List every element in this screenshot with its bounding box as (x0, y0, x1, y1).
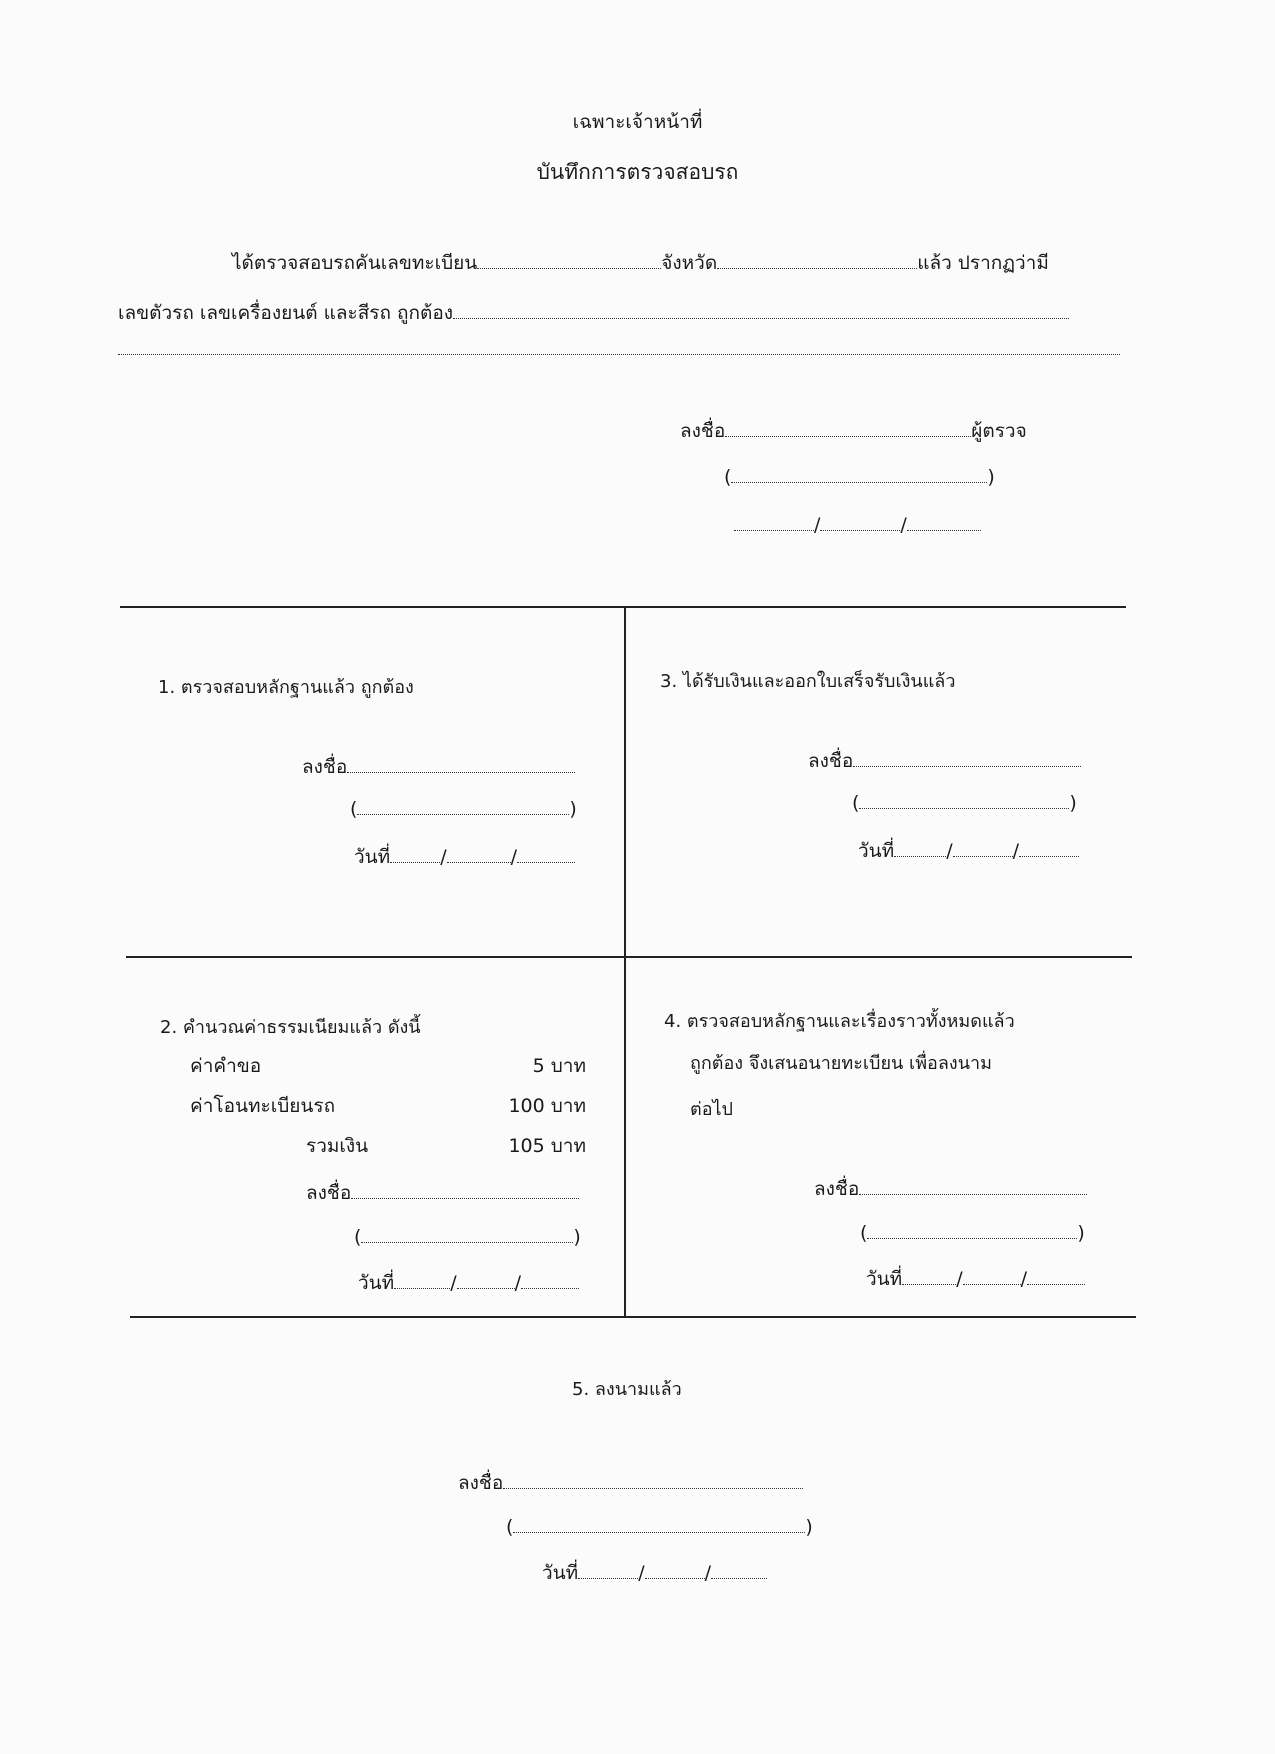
inspector-name-row: ( ) (724, 466, 995, 488)
box1-name-row: ( ) (350, 798, 577, 820)
section5-month-field[interactable] (645, 1560, 705, 1579)
box3-day-field[interactable] (894, 838, 946, 857)
section5-year-field[interactable] (711, 1560, 767, 1579)
box4-day-field[interactable] (902, 1266, 956, 1285)
official-only-label: เฉพาะเจ้าหน้าที่ (572, 111, 703, 133)
fee-amount: 5 บาท (532, 1055, 586, 1077)
plate-number-label: ได้ตรวจสอบรถคันเลขทะเบียน (232, 252, 478, 274)
vehicle-details-field[interactable] (453, 300, 1069, 319)
grid-bottom-rule (130, 1316, 1136, 1318)
form-title: บันทึกการตรวจสอบรถ (536, 160, 739, 184)
box1-month-field[interactable] (447, 844, 511, 863)
box3-date-row: วันที่ / / (858, 838, 1079, 863)
section5-date-row: วันที่ / / (542, 1560, 767, 1585)
box3-year-field[interactable] (1019, 838, 1079, 857)
box2-title: 2. คำนวณค่าธรรมเนียมแล้ว ดังนี้ (160, 1017, 421, 1038)
box1-title: 1. ตรวจสอบหลักฐานแล้ว ถูกต้อง (158, 677, 414, 698)
box1-date-row: วันที่ / / (354, 844, 575, 869)
sign-label: ลงชื่อ (808, 750, 854, 772)
box2-month-field[interactable] (457, 1270, 515, 1289)
fee-row (190, 1094, 586, 1118)
fee-total-label: รวมเงิน (306, 1135, 369, 1157)
inspector-day-field[interactable] (734, 512, 814, 531)
box4-date-row: วันที่ / / (866, 1266, 1085, 1291)
fee-label: ค่าคำขอ (190, 1055, 262, 1077)
box1-day-field[interactable] (390, 844, 440, 863)
box4-title-line-3: ต่อไป (690, 1099, 733, 1120)
box1-year-field[interactable] (517, 844, 575, 863)
box1-name-field[interactable] (357, 796, 569, 815)
inspector-name-field[interactable] (731, 464, 987, 483)
inspector-label: ผู้ตรวจ (971, 420, 1027, 442)
fee-total-amount: 105 บาท (508, 1135, 586, 1157)
section5-name-row: ( ) (506, 1516, 813, 1538)
inspector-signature-row (680, 418, 1027, 443)
box3-signature-row (808, 748, 1081, 773)
fee-row (190, 1054, 586, 1078)
appears-label: แล้ว ปรากฏว่ามี (917, 252, 1049, 274)
fee-amount: 100 บาท (508, 1095, 586, 1117)
inspector-year-field[interactable] (907, 512, 981, 531)
box4-title-line-1: 4. ตรวจสอบหลักฐานและเรื่องราวทั้งหมดแล้ว (664, 1011, 1015, 1032)
inspection-extra-line[interactable] (118, 354, 1120, 355)
section5-signature-row (458, 1470, 803, 1495)
box4-year-field[interactable] (1027, 1266, 1085, 1285)
sign-label: ลงชื่อ (306, 1182, 352, 1204)
sign-label: ลงชื่อ (680, 420, 726, 442)
inspector-date-row: / / (734, 512, 981, 537)
province-label: จังหวัด (661, 252, 718, 274)
sign-label: ลงชื่อ (814, 1178, 860, 1200)
plate-number-field[interactable] (477, 250, 661, 269)
province-field[interactable] (717, 250, 917, 269)
box3-month-field[interactable] (953, 838, 1013, 857)
date-label: วันที่ (354, 846, 391, 868)
box3-signature-field[interactable] (853, 748, 1081, 767)
sign-label: ลงชื่อ (458, 1472, 504, 1494)
box3-name-row: ( ) (852, 792, 1077, 814)
box4-month-field[interactable] (963, 1266, 1021, 1285)
vehicle-details-label: เลขตัวรถ เลขเครื่องยนต์ และสีรถ ถูกต้อง (118, 302, 454, 324)
section5-day-field[interactable] (578, 1560, 638, 1579)
inspection-line-2 (118, 300, 1069, 325)
box2-day-field[interactable] (394, 1270, 450, 1289)
box3-name-field[interactable] (859, 790, 1069, 809)
fee-label: ค่าโอนทะเบียนรถ (190, 1095, 336, 1117)
box2-date-row: วันที่ / / (358, 1270, 579, 1295)
date-label: วันที่ (542, 1562, 579, 1584)
box4-name-field[interactable] (867, 1220, 1077, 1239)
inspector-signature-field[interactable] (725, 418, 971, 437)
date-label: วันที่ (866, 1268, 903, 1290)
section5-signature-field[interactable] (503, 1470, 803, 1489)
box1-signature-row (302, 754, 575, 779)
box3-title: 3. ได้รับเงินและออกใบเสร็จรับเงินแล้ว (660, 671, 956, 692)
box4-signature-field[interactable] (859, 1176, 1087, 1195)
sign-label: ลงชื่อ (302, 756, 348, 778)
date-label: วันที่ (858, 840, 895, 862)
box4-name-row: ( ) (860, 1222, 1085, 1244)
grid-middle-rule (126, 956, 1132, 958)
grid-vertical-divider (624, 606, 626, 1318)
section5-name-field[interactable] (513, 1514, 805, 1533)
inspector-month-field[interactable] (820, 512, 900, 531)
date-label: วันที่ (358, 1272, 395, 1294)
section5-title: 5. ลงนามแล้ว (572, 1379, 682, 1400)
grid-top-rule (120, 606, 1126, 608)
box4-signature-row (814, 1176, 1087, 1201)
box2-year-field[interactable] (521, 1270, 579, 1289)
box2-name-field[interactable] (361, 1224, 573, 1243)
box2-name-row: ( ) (354, 1226, 581, 1248)
box1-signature-field[interactable] (347, 754, 575, 773)
inspection-line-1 (232, 250, 1049, 275)
fee-total-row (306, 1134, 586, 1158)
box2-signature-row (306, 1180, 579, 1205)
box4-title-line-2: ถูกต้อง จึงเสนอนายทะเบียน เพื่อลงนาม (690, 1053, 992, 1074)
box2-signature-field[interactable] (351, 1180, 579, 1199)
